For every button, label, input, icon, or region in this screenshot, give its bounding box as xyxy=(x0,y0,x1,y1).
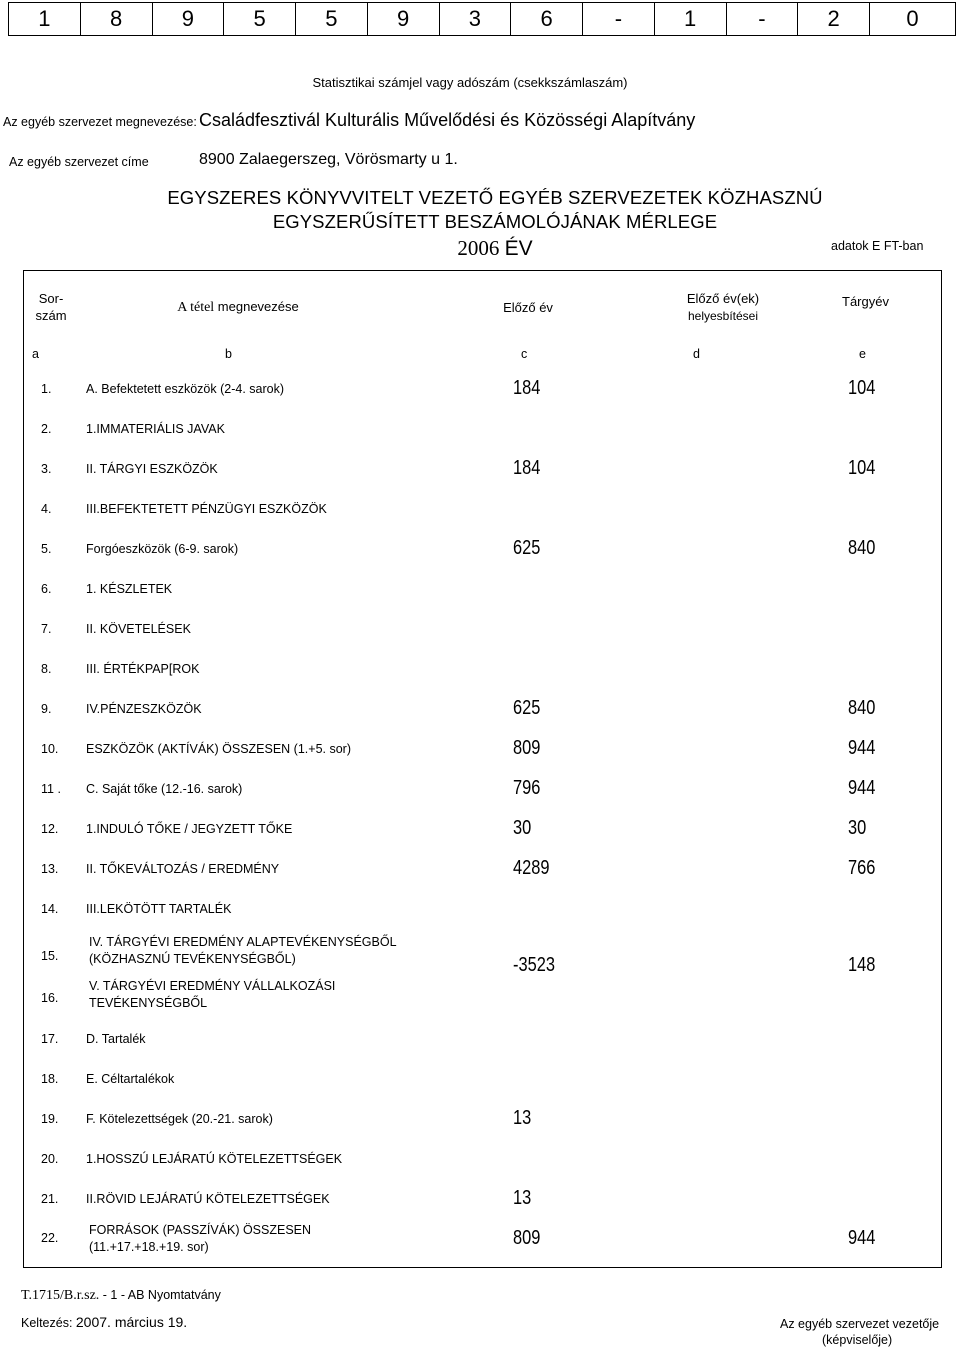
current-year-value: 944 xyxy=(848,737,876,759)
tax-id-digit: 8 xyxy=(81,3,153,35)
row-number: 21. xyxy=(41,1192,59,1206)
table-row xyxy=(24,1021,943,1061)
tax-id-digit: 1 xyxy=(655,3,727,35)
row-number: 13. xyxy=(41,862,59,876)
row-label: III. ÉRTÉKPAP[ROK xyxy=(86,662,200,676)
table-row xyxy=(24,411,943,451)
row-label: II. KÖVETELÉSEK xyxy=(86,622,191,636)
dated: Keltezés: 2007. március 19. xyxy=(21,1314,188,1330)
prev-year-value: 184 xyxy=(513,377,541,399)
row-label: FORRÁSOK (PASSZÍVÁK) ÖSSZESEN (11.+17.+18.+19. sor) xyxy=(89,1223,312,1254)
year-suffix: ÉV xyxy=(504,237,533,260)
current-year-value: 148 xyxy=(848,954,876,976)
current-year-value: 30 xyxy=(848,817,867,839)
row-label: D. Tartalék xyxy=(86,1032,146,1046)
prev-year-value: 809 xyxy=(513,1227,541,1249)
header-sorszam-line1: Sor- xyxy=(38,291,64,306)
prev-year-value: 625 xyxy=(513,537,541,559)
row-label: ESZKÖZÖK (AKTÍVÁK) ÖSSZESEN (1.+5. sor) xyxy=(86,742,351,756)
row-number: 19. xyxy=(41,1112,59,1126)
signature-label-sub: (képviselője) xyxy=(822,1333,893,1347)
tax-id-digit: 2 xyxy=(798,3,870,35)
tax-id-digit: 5 xyxy=(296,3,368,35)
tax-id-boxes xyxy=(8,2,956,36)
table-row xyxy=(24,891,943,931)
header-corrections-line2: helyesbítései xyxy=(687,308,759,323)
current-year-value: 944 xyxy=(848,777,876,799)
row-label: 1.HOSSZÚ LEJÁRATÚ KÖTELEZETTSÉGEK xyxy=(86,1152,343,1166)
prev-year-value: 30 xyxy=(513,817,532,839)
row-number: 8. xyxy=(41,662,52,676)
current-year-value: 840 xyxy=(848,697,876,719)
header-item-name xyxy=(78,271,398,343)
unit-note: adatok E FT-ban xyxy=(831,239,924,253)
row-label: A. Befektetett eszközök (2-4. sarok) xyxy=(86,382,284,396)
row-label: F. Kötelezettségek (20.-21. sarok) xyxy=(86,1112,273,1126)
row-number: 20. xyxy=(41,1152,59,1166)
row-number: 1. xyxy=(41,382,52,396)
table-row xyxy=(24,851,943,891)
org-address: 8900 Zalaegerszeg, Vörösmarty u 1. xyxy=(199,151,458,168)
form-code: T.1715/B.r.sz. - 1 - AB Nyomtatvány xyxy=(21,1288,221,1303)
prev-year-value: 13 xyxy=(513,1107,532,1129)
row-number: 10. xyxy=(41,742,59,756)
prev-year-value: -3523 xyxy=(513,954,555,976)
row-label: C. Saját tőke (12.-16. sarok) xyxy=(86,782,243,796)
current-year-value: 104 xyxy=(848,377,876,399)
row-label: Forgóeszközök (6-9. sarok) xyxy=(86,542,239,556)
row-label: II. TŐKEVÁLTOZÁS / EREDMÉNY xyxy=(86,862,280,876)
current-year-value: 944 xyxy=(848,1227,876,1249)
row-label: II.RÖVID LEJÁRATÚ KÖTELEZETTSÉGEK xyxy=(86,1192,330,1206)
row-number: 17. xyxy=(41,1032,59,1046)
table-row xyxy=(24,691,943,731)
header-sorszam-line2: szám xyxy=(35,308,67,323)
row-number: 7. xyxy=(41,622,52,636)
header-corrections-line1: Előző év(ek) xyxy=(686,290,760,306)
prev-year-value: 809 xyxy=(513,737,541,759)
prev-year-value: 13 xyxy=(513,1187,532,1209)
table-row xyxy=(24,1101,943,1141)
row-number: 16. xyxy=(41,991,59,1005)
prev-year-value: 184 xyxy=(513,457,541,479)
row-label: 1.IMMATERIÁLIS JAVAK xyxy=(86,422,225,436)
col-letter-c: c xyxy=(521,347,528,361)
tax-id-digit: 1 xyxy=(9,3,81,35)
org-address-label: Az egyéb szervezet címe xyxy=(9,155,149,169)
table-row xyxy=(24,1141,943,1181)
row-number: 2. xyxy=(41,422,52,436)
tax-id-digit: 3 xyxy=(440,3,512,35)
header-sorszam xyxy=(24,271,78,343)
row-label: IV. TÁRGYÉVI EREDMÉNY ALAPTEVÉKENYSÉGBŐL (KÖZHASZNÚ TEVÉKENYSÉGBŐL) xyxy=(89,935,397,966)
tax-id-digit: - xyxy=(727,3,799,35)
report-title-line2: EGYSZERŰSÍTETT BESZÁMOLÓJÁNAK MÉRLEGE xyxy=(272,211,718,232)
header-item-name-a: A tétel xyxy=(177,300,215,315)
tax-id-digit: 9 xyxy=(368,3,440,35)
col-letter-b: b xyxy=(225,347,232,361)
table-row xyxy=(24,731,943,771)
row-label: IV.PÉNZESZKÖZÖK xyxy=(86,702,202,716)
tax-id-digit: 6 xyxy=(511,3,583,35)
row-number: 18. xyxy=(41,1072,59,1086)
row-number: 3. xyxy=(41,462,52,476)
header-current-year: Tárgyév xyxy=(842,294,889,309)
tax-id-digit: 9 xyxy=(153,3,225,35)
table-row xyxy=(24,371,943,411)
report-year xyxy=(0,236,960,261)
header-prev-year: Előző év xyxy=(503,299,553,315)
table-row xyxy=(24,771,943,811)
prev-year-value: 796 xyxy=(513,777,541,799)
row-label: E. Céltartalékok xyxy=(86,1072,175,1086)
balance-sheet-table xyxy=(23,270,942,1268)
table-row xyxy=(24,531,943,571)
table-row xyxy=(24,451,943,491)
row-number: 4. xyxy=(41,502,52,516)
row-number: 15. xyxy=(41,949,59,963)
year-value: 2006 xyxy=(457,236,500,260)
row-number: 11 . xyxy=(41,782,61,796)
row-number: 14. xyxy=(41,902,59,916)
current-year-value: 840 xyxy=(848,537,876,559)
col-letter-e: e xyxy=(859,347,866,361)
org-name: Családfesztivál Kulturális Művelődési és Közösségi Alapítvány xyxy=(199,110,696,130)
table-row xyxy=(24,651,943,691)
row-number: 5. xyxy=(41,542,52,556)
table-row-22 xyxy=(24,1215,943,1265)
row-label: 1. KÉSZLETEK xyxy=(86,582,173,596)
prev-year-value: 625 xyxy=(513,697,541,719)
report-title-line1: EGYSZERES KÖNYVVITELT VEZETŐ EGYÉB SZERVEZETEK KÖZHASZNÚ xyxy=(167,187,823,208)
col-letter-a: a xyxy=(32,347,39,361)
row-label: 1.INDULÓ TŐKE / JEGYZETT TŐKE xyxy=(86,822,293,836)
table-row xyxy=(24,1061,943,1101)
table-row xyxy=(24,611,943,651)
tax-id-caption: Statisztikai számjel vagy adószám (csekkszámlaszám) xyxy=(312,75,628,90)
current-year-value: 104 xyxy=(848,457,876,479)
table-row xyxy=(24,571,943,611)
row-number: 12. xyxy=(41,822,59,836)
row-label: V. TÁRGYÉVI EREDMÉNY VÁLLALKOZÁSI TEVÉKENYSÉGBŐL xyxy=(89,979,336,1010)
row-label: III.LEKÖTÖTT TARTALÉK xyxy=(86,902,232,916)
table-row xyxy=(24,491,943,531)
header-corrections xyxy=(658,271,788,343)
row-number: 9. xyxy=(41,702,52,716)
row-number: 6. xyxy=(41,582,52,596)
prev-year-value: 4289 xyxy=(513,857,550,879)
row-number: 22. xyxy=(41,1231,59,1245)
table-row xyxy=(24,811,943,851)
header-item-name-b: megnevezése xyxy=(214,299,299,314)
tax-id-digit: - xyxy=(583,3,655,35)
table-row-15-16 xyxy=(24,927,943,1011)
tax-id-digit: 5 xyxy=(224,3,296,35)
col-letter-d: d xyxy=(693,347,700,361)
row-label: II. TÁRGYI ESZKÖZÖK xyxy=(86,462,218,476)
org-name-label: Az egyéb szervezet megnevezése: xyxy=(3,115,197,129)
tax-id-digit: 0 xyxy=(906,6,919,31)
row-label: III.BEFEKTETETT PÉNZÜGYI ESZKÖZÖK xyxy=(86,502,327,516)
current-year-value: 766 xyxy=(848,857,876,879)
signature-label: Az egyéb szervezet vezetője xyxy=(780,1317,940,1331)
